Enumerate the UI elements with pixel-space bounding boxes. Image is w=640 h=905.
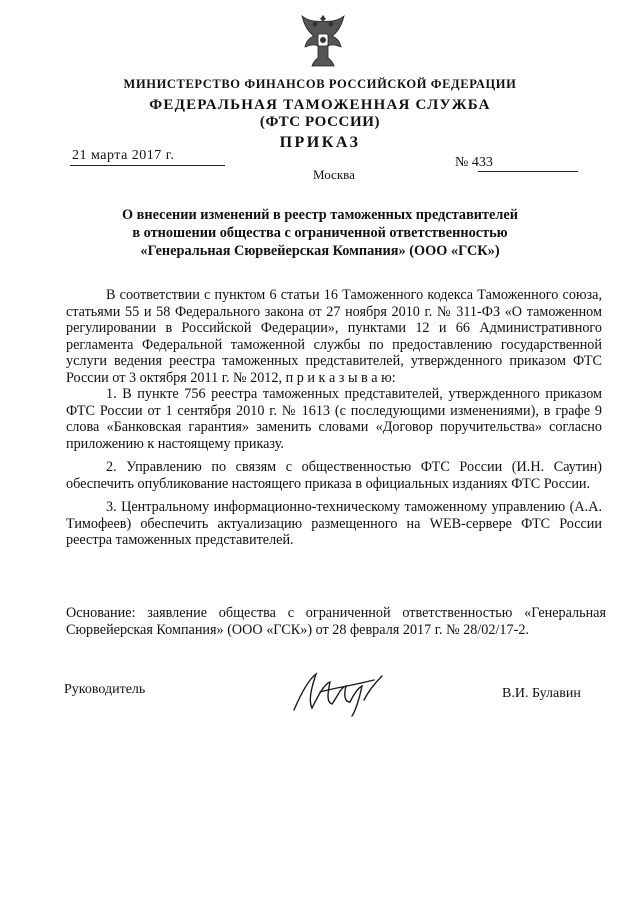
- order-number: № 433: [455, 155, 493, 170]
- service-name: ФЕДЕРАЛЬНАЯ ТАМОЖЕННАЯ СЛУЖБА: [149, 97, 491, 113]
- date-underline: [70, 165, 225, 166]
- coat-of-arms-emblem: [298, 12, 348, 68]
- order-date: 21 марта 2017 г.: [72, 148, 175, 163]
- subject-line: О внесении изменений в реестр таможенных представителей: [121, 207, 518, 223]
- order-item-1: 1. В пункте 756 реестра таможенных представителей, утвержденного приказом ФТС России от 1 сентября 2010 г. № 1613 (с последующими изменениями), в графе 9 слова «Банковская гарантия» заменить словами «Договор поручительства» согласно приложению к настоящему приказу.: [66, 386, 602, 452]
- order-item-3: 3. Центральному информационно-техническому таможенному управлению (А.А. Тимофеев) обеспечить актуализацию размещенного на WEB-сервере ФТС России реестра таможенных представителей.: [66, 499, 602, 548]
- order-word: п р и к а з ы в а ю:: [285, 369, 396, 386]
- signer-name: В.И. Булавин: [502, 686, 581, 701]
- order-city: Москва: [313, 167, 355, 182]
- signer-role: Руководитель: [64, 682, 146, 697]
- order-item-2: 2. Управлению по связям с общественностью ФТС России (И.Н. Саутин) обеспечить опубликование настоящего приказа в официальных изданиях ФТС России.: [66, 459, 602, 492]
- service-abbreviation: (ФТС РОССИИ): [259, 114, 381, 130]
- number-underline: [478, 171, 578, 172]
- handwritten-signature: [290, 666, 386, 718]
- document-type-title: ПРИКАЗ: [279, 134, 361, 151]
- order-body: [66, 287, 602, 556]
- order-subject: [0, 206, 640, 260]
- ministry-name: МИНИСТЕРСТВО ФИНАНСОВ РОССИЙСКОЙ ФЕДЕРАЦИИ: [123, 77, 517, 91]
- subject-line: в отношении общества с ограниченной ответственностью: [132, 225, 508, 241]
- preamble-paragraph: [66, 287, 602, 386]
- preamble-text: В соответствии с пунктом 6 статьи 16 Таможенного кодекса Таможенного союза, статьями 55 и 58 Федерального закона от 27 ноября 2010 г. № 311-ФЗ «О таможенном регулировании в Российской Федерации», пунктами 12 и 66 Административного регламента Федеральной таможенной службы по предоставлению государственной услуги ведения реестра таможенных представителей, утвержденного приказом ФТС России от 3 октября 2011 г. № 2012,: [66, 287, 602, 386]
- subject-line: «Генеральная Сюрвейерская Компания» (ООО «ГСК»): [140, 243, 500, 259]
- basis-paragraph: Основание: заявление общества с ограниченной ответственностью «Генеральная Сюрвейерская Компания» (ООО «ГСК») от 28 февраля 2017 г. № 28/02/17-2.: [66, 605, 606, 638]
